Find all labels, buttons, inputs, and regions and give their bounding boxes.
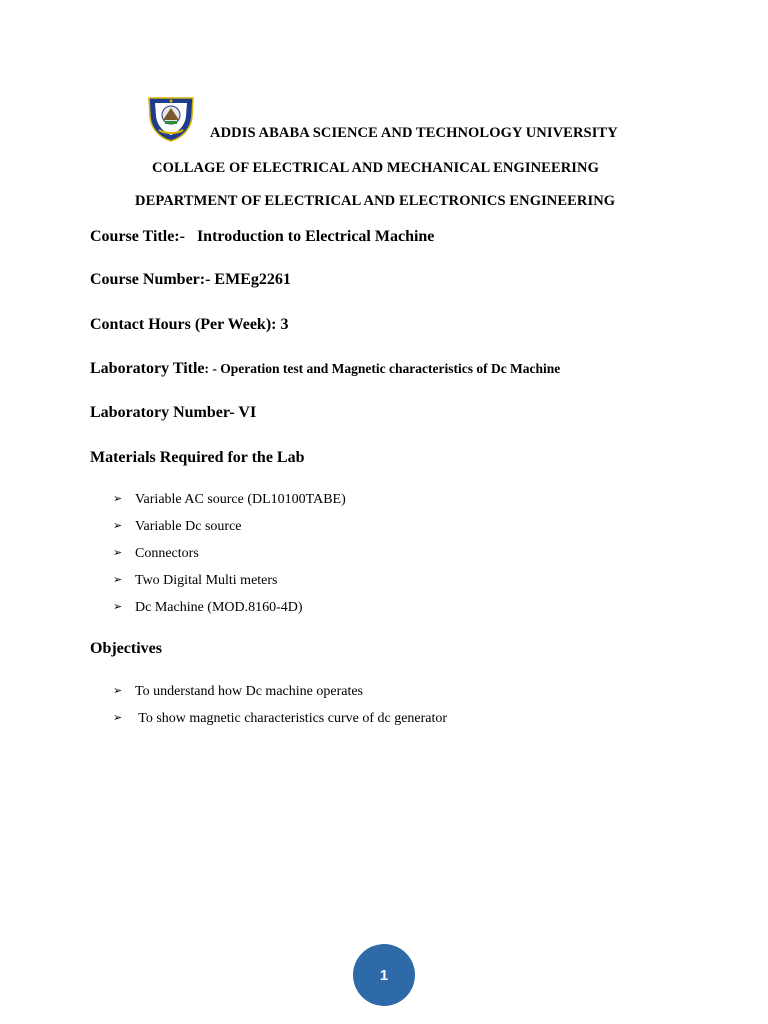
list-item <box>113 683 447 710</box>
objectives-heading: Objectives <box>90 640 162 657</box>
list-item-text: Variable AC source (DL10100TABE) <box>135 492 346 507</box>
materials-list <box>113 491 346 626</box>
page-number-badge: 1 <box>353 944 415 1006</box>
arrow-bullet-icon: ➢ <box>113 600 123 613</box>
list-item <box>113 491 346 518</box>
arrow-bullet-icon: ➢ <box>113 711 123 724</box>
arrow-bullet-icon: ➢ <box>113 519 123 532</box>
course-title-value: Introduction to Electrical Machine <box>196 228 435 245</box>
list-item-text: To show magnetic characteristics curve of dc generator <box>135 711 448 726</box>
laboratory-title <box>90 360 560 378</box>
arrow-bullet-icon: ➢ <box>113 684 123 697</box>
arrow-bullet-icon: ➢ <box>113 573 123 586</box>
university-logo <box>145 94 197 142</box>
arrow-bullet-icon: ➢ <box>113 546 123 559</box>
list-item-text: Dc Machine (MOD.8160-4D) <box>135 600 303 615</box>
laboratory-title-value: : - Operation test and Magnetic characteristics of Dc Machine <box>204 361 561 376</box>
list-item <box>113 572 346 599</box>
list-item <box>113 518 346 545</box>
list-item-text: Connectors <box>135 546 199 561</box>
contact-hours: Contact Hours (Per Week): 3 <box>90 316 289 333</box>
department-name: DEPARTMENT OF ELECTRICAL AND ELECTRONICS ENGINEERING <box>135 193 616 209</box>
objectives-list <box>113 683 447 737</box>
arrow-bullet-icon: ➢ <box>113 492 123 505</box>
university-name: ADDIS ABABA SCIENCE AND TECHNOLOGY UNIVERSITY <box>210 125 618 141</box>
course-number: Course Number:- EMEg2261 <box>90 271 291 288</box>
course-title-label: Course Title:- <box>90 228 185 245</box>
list-item <box>113 710 447 737</box>
laboratory-number: Laboratory Number- VI <box>90 404 257 421</box>
list-item <box>113 599 346 626</box>
list-item-text: Two Digital Multi meters <box>135 573 278 588</box>
course-title <box>90 228 434 246</box>
college-name: COLLAGE OF ELECTRICAL AND MECHANICAL ENGINEERING <box>152 160 599 176</box>
laboratory-title-label: Laboratory Title <box>90 360 205 377</box>
list-item-text: To understand how Dc machine operates <box>135 684 363 699</box>
list-item-text: Variable Dc source <box>135 519 242 534</box>
list-item <box>113 545 346 572</box>
materials-heading: Materials Required for the Lab <box>90 449 305 466</box>
